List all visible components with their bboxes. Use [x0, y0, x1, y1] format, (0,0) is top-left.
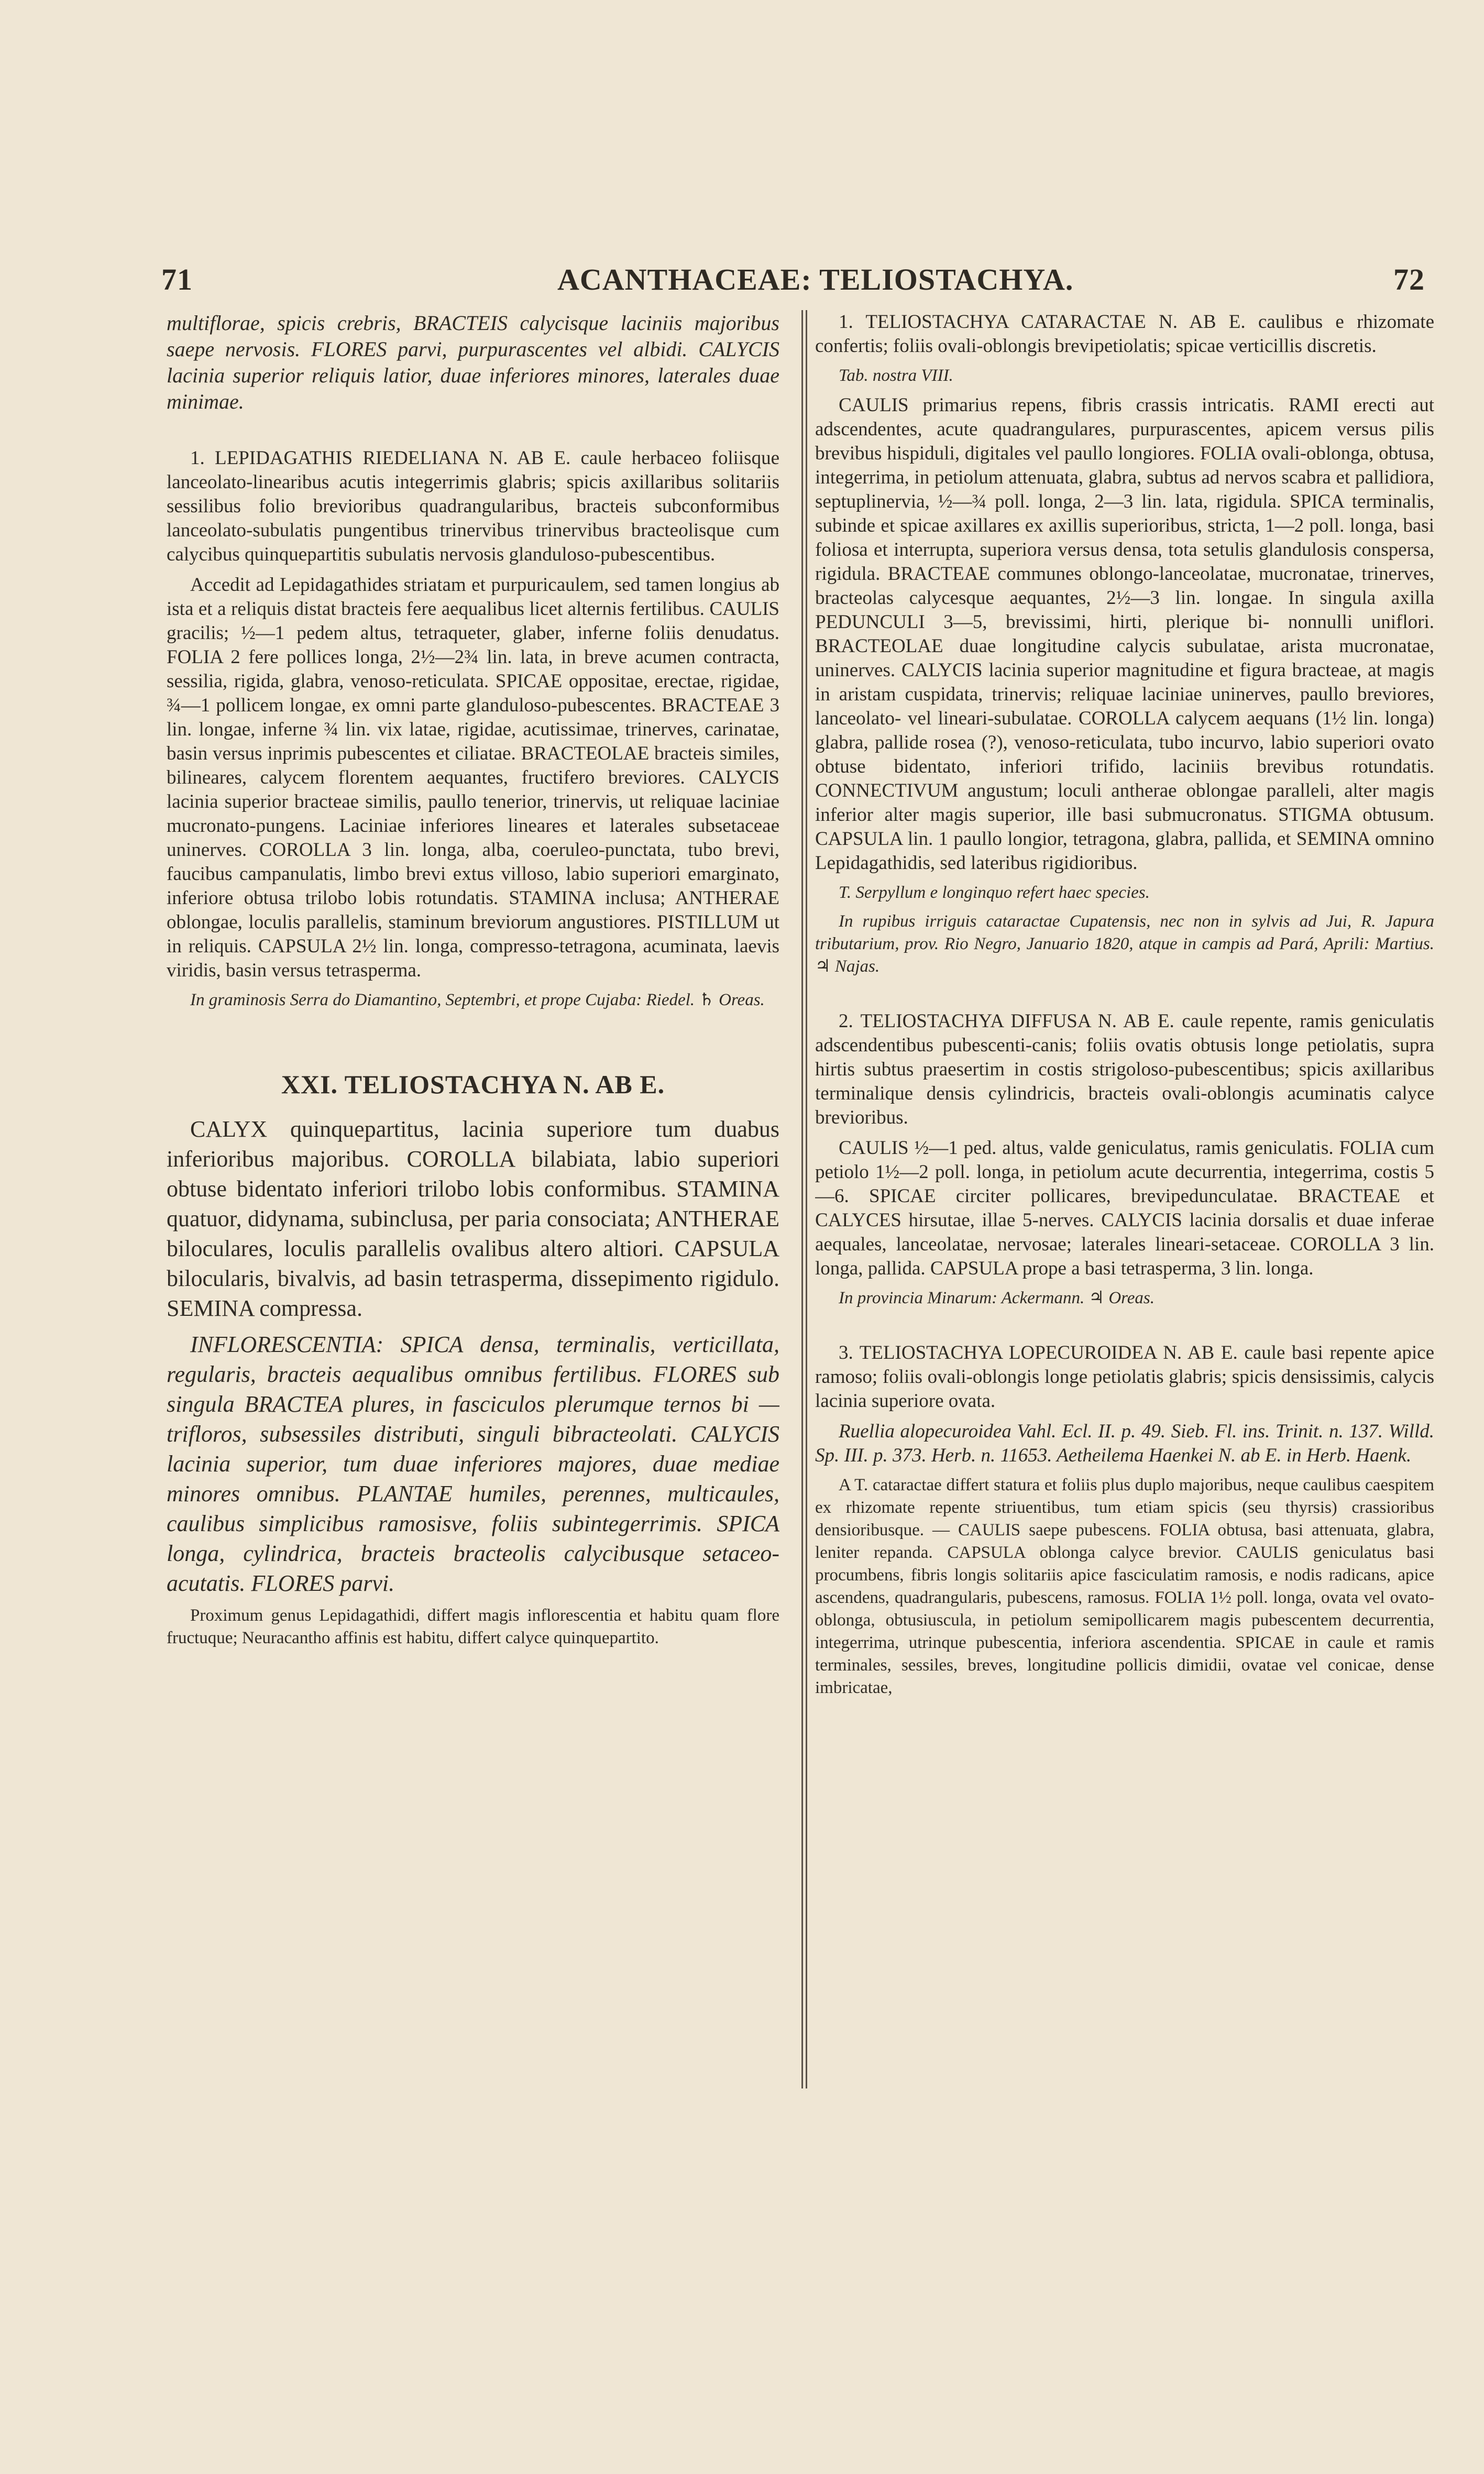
right-column [815, 310, 1434, 2463]
species-diagnosis: 2. TELIOSTACHYA DIFFUSA N. AB E. caule repente, ramis geniculatis adscendentibus pubescenti-canis; foliis ovatis obtusis longe petiolatis, supra hirtis subtus praesertim in costis strigoloso-pubescentibus; spicis axillaribus terminalique densis cylindricis, bracteis ovali-oblongis acuminatis calyce brevioribus. [815, 1010, 1434, 1128]
species-diagnosis: 1. LEPIDAGATHIS RIEDELIANA N. AB E. caule herbaceo foliisque lanceolato-linearibus acutis integerrimis glabris; spicis axillaribus solitariis sessilibus folio brevioribus quadrangularibus, bracteis subconformibus lanceolato-subulatis pungentibus trinervibus trinervibus bracteolisque cum calycibus quinquepartitis subulatis nervosis glanduloso-pubescentibus. [167, 447, 779, 565]
inflorescence-paragraph: INFLORESCENTIA: SPICA densa, terminalis, verticillata, regularis, bracteis aequalibus omnibus fertilibus. FLORES sub singula BRACTEA plures, in fasciculos plerumque ternos bi — trifloros, subsessiles distributi, singuli bibracteolati. CALYCIS lacinia superior, tum duae inferiores majores, duae mediae minores omnibus. PLANTAE humiles, perennes, multicaules, caulibus simplicibus ramosisve, foliis subintegerrimis. SPICA longa, cylindrica, bracteis bracteolis calycibusque setaceo-acutatis. FLORES parvi. [167, 1332, 779, 1596]
column-rule-left [801, 310, 803, 2088]
column-rule-right [806, 310, 807, 2088]
species-diagnosis: 3. TELIOSTACHYA LOPECUROIDEA N. AB E. caule basi repente apice ramoso; foliis ovali-oblongis longe petiolatis glabris; spicis densissimis, calycis lacinia superiore ovata. [815, 1342, 1434, 1412]
species-note: T. Serpyllum e longinquo refert haec species. [839, 883, 1150, 902]
genus-heading: XXI. TELIOSTACHYA N. AB E. [281, 1070, 665, 1099]
genus-continuation: multiflorae, spicis crebris, BRACTEIS calycisque laciniis majoribus saepe nervosis. FLORES parvi, purpurascentes vel albidi. CALYCIS lacinia superior reliquis latior, duae inferiores minores, laterales duae minimae. [167, 311, 779, 413]
species-locality: In rupibus irriguis cataractae Cupatensis, nec non in sylvis ad Jui, R. Japura tributarium, prov. Rio Negro, Januario 1820, atque in campis ad Pará, Aprili: Martius. ♃ Najas. [815, 912, 1434, 976]
plate-reference: Tab. nostra VIII. [839, 366, 953, 385]
species-description: CAULIS primarius repens, fibris crassis intricatis. RAMI erecti aut adscendentes, acute quadrangulares, purpurascentes, apicem versus pilis brevibus hispiduli, digitales vel paullo longiores. FOLIA ovali-oblonga, obtusa, integerrima, in petiolum attenuata, glabra, subtus ad nervos scabra et pallidiora, septuplinervia, ½—¾ poll. longa, 2—3 lin. lata, rigidula. SPICA terminalis, subinde et spicae axillares ex axillis superioribus, stricta, 1—2 poll. longa, basi foliosa et interrupta, superiora versus densa, tota setulis glandulosis conspersa, rigidula. BRACTEAE communes oblongo-lanceolatae, mucronatae, trinerves, bracteolas calycesque aequantes, 2½—3 lin. longae. In singula axilla PEDUNCULI 3—5, brevissimi, hirti, plerique bi- nonnulli uniflori. BRACTEOLAE duae longitudine calycis subulatae, arista mucronatae, uninerves. CALYCIS lacinia superior magnitudine et figura bracteae, at magis in aristam cuspidata, trinervis; reliquae laciniae uninerves, paullo breviores, lanceolato- vel lineari-subulatae. COROLLA calycem aequans (1½ lin. longa) glabra, pallide rosea (?), venoso-reticulata, tubo incurvo, labio superiori ovato obtuse bidentato, inferiori trifido, laciniis brevibus rotundatis. CONNECTIVUM angustum; loculi antherae oblongae paralleli, alter magis inferior alter magis superior, ille basi submucronatus. STIGMA obtusum. CAPSULA lin. 1 paullo longior, tetragona, glabra, pallida, et SEMINA omnino Lepidagathidis, sed lateribus rigidioribus. [815, 394, 1434, 874]
species-description: CAULIS ½—1 ped. altus, valde geniculatus, ramis geniculatis. FOLIA cum petiolo 1½—2 poll. longa, in petiolum acute decurrentia, integerrima, costis 5—6. SPICAE circiter pollicares, brevipedunculatae. BRACTEAE et CALYCES hirsutae, illae 5-nerves. CALYCIS lacinia dorsalis et duae inferae aequales, lanceolatae, nervosae; laterales lineari-setaceae. COROLLA 3 lin. longa, pallida. CAPSULA prope a basi tetrasperma, 3 lin. longa. [815, 1137, 1434, 1279]
page-number-right: 72 [1393, 262, 1425, 296]
running-title: ACANTHACEAE: TELIOSTACHYA. [557, 262, 1074, 296]
species-diagnosis: 1. TELIOSTACHYA CATARACTAE N. AB E. caulibus e rhizomate confertis; foliis ovali-oblongis brevipetiolatis; spicae verticillis discretis. [815, 311, 1434, 357]
left-column [167, 310, 779, 2081]
species-synonymy: Ruellia alopecuroidea Vahl. Ecl. II. p. 49. Sieb. Fl. ins. Trinit. n. 137. Willd. Sp. III. p. 373. Herb. n. 11653. Aetheilema Haenkei N. ab E. in Herb. Haenk. [815, 1421, 1434, 1466]
species-locality: In graminosis Serra do Diamantino, Septembri, et prope Cujaba: Riedel. ♄ Oreas. [190, 991, 765, 1009]
genus-note: Proximum genus Lepidagathidi, differt magis inflorescentia et habitu quam flore fructuque; Neuracantho affinis est habitu, differt calyce quinquepartito. [167, 1606, 779, 1647]
genus-description: CALYX quinquepartitus, lacinia superiore tum duabus inferioribus majoribus. COROLLA bilabiata, labio superiori obtuse bidentato inferiori trilobo lobis conformibus. STAMINA quatuor, didynama, subinclusa, per paria consociata; ANTHERAE biloculares, loculis parallelis ovalibus altero altiori. CAPSULA bilocularis, bivalvis, ad basin tetrasperma, dissepimento rigidulo. SEMINA compressa. [167, 1116, 779, 1321]
page-number-left: 71 [161, 262, 193, 296]
species-locality: In provincia Minarum: Ackermann. ♃ Oreas. [839, 1289, 1155, 1307]
species-description: Accedit ad Lepidagathides striatam et purpuricaulem, sed tamen longius ab ista et a reliquis distat bracteis fere aequalibus licet alternis fertilibus. CAULIS gracilis; ½—1 pedem altus, tetraqueter, glaber, inferne foliis denudatus. FOLIA 2 fere pollices longa, 2½—2¾ lin. lata, in breve acumen contracta, sessilia, rigida, glabra, venoso-reticulata. SPICAE oppositae, erectae, rigidae, ¾—1 pollicem longae, ex omni parte glanduloso-pubescentes. BRACTEAE 3 lin. longae, inferne ¾ lin. vix latae, rigidae, acutissimae, trinerves, carinatae, basin versus inprimis pubescentes et ciliatae. BRACTEOLAE bracteis similes, bilineares, calycem florentem aequantes, fructifero breviores. CALYCIS lacinia superior bracteae similis, paullo tenerior, trinervis, ut reliquae laciniae mucronato-pungens. Laciniae inferiores lineares et laterales subsetaceae uninerves. COROLLA 3 lin. longa, alba, coeruleo-punctata, tubo brevi, faucibus campanulatis, limbo brevi extus villoso, labio superiori emarginato, inferiore obtusa trilobo lobis rotundatis. STAMINA inclusa; ANTHERAE oblongae, loculis parallelis, staminum breviorum angustiores. PISTILLUM ut in reliquis. CAPSULA 2½ lin. longa, compresso-tetragona, acuminata, laevis viridis, basin versus tetrasperma. [167, 574, 779, 981]
species-description: A T. cataractae differt statura et foliis plus duplo majoribus, neque caulibus caespitem ex rhizomate repente striuentibus, tum etiam spicis (seu thyrsis) crassioribus densioribusque. — CAULIS saepe pubescens. FOLIA obtusa, basi attenuata, glabra, leniter repanda. CAPSULA oblonga calyce brevior. CAULIS geniculatus basi procumbens, fibris longis solitariis apice fasciculatim ramosis, e nodis radicans, apice ascendens, quadrangularis, pubescens, ramosus. FOLIA 1½ poll. longa, ovata vel ovato-oblonga, obtusiuscula, in petiolum semipollicarem magis pubescentem decurrentia, integerrima, utrinque pubescentia, inferiora ascendentia. SPICAE in caule et ramis terminales, sessiles, breves, longitudine pollicis dimidii, ovatae vel conicae, dense imbricatae, [815, 1476, 1434, 1697]
